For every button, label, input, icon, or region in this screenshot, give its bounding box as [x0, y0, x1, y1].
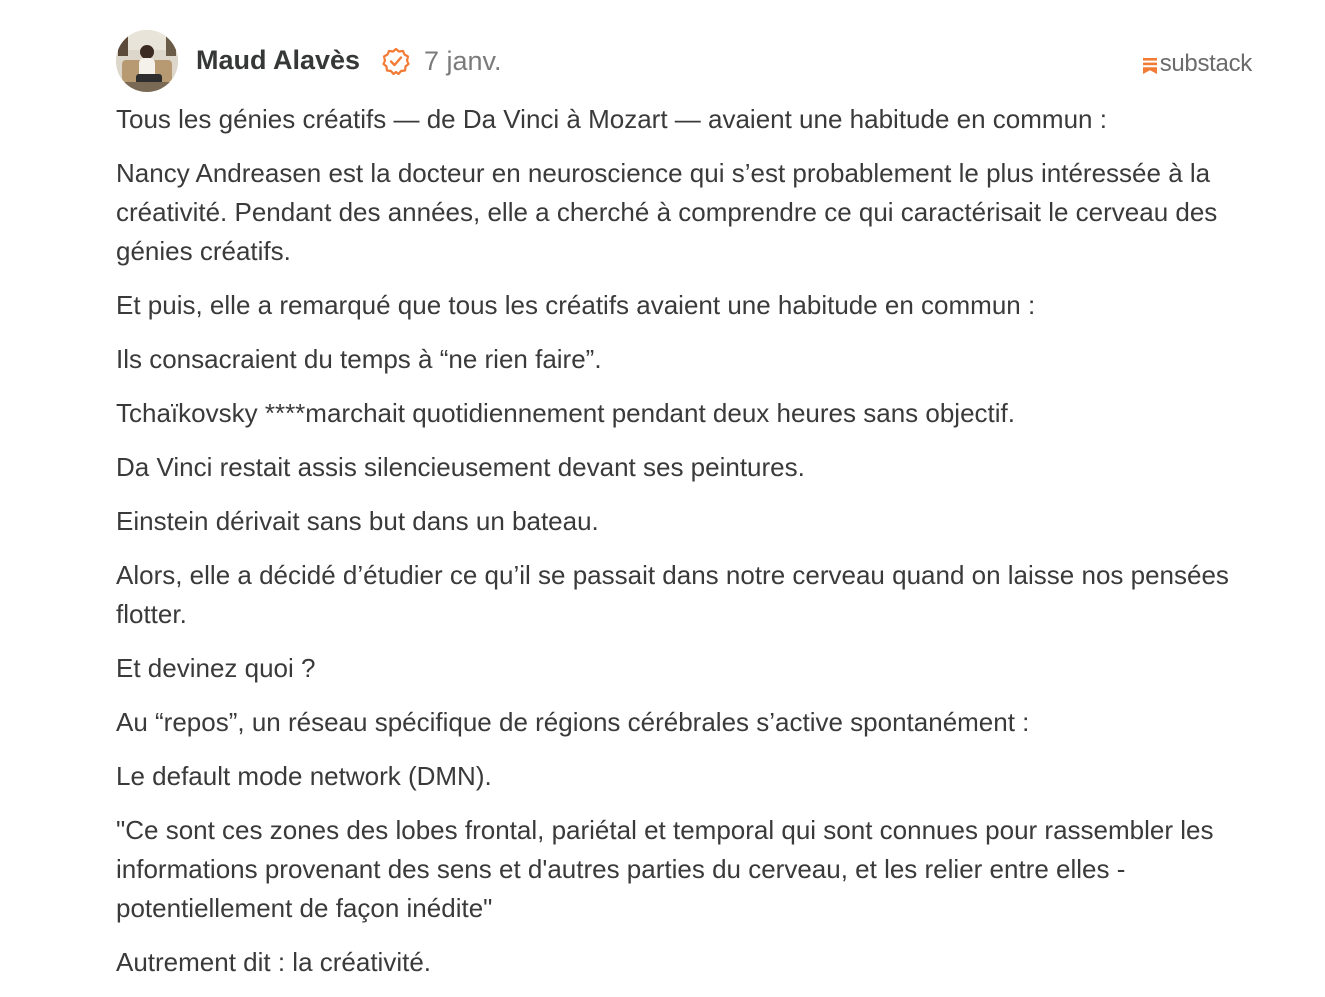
- author-name[interactable]: Maud Alavès: [196, 45, 361, 75]
- avatar-photo-icon: [116, 30, 178, 92]
- paragraph: Tous les génies créatifs — de Da Vinci à Mozart — avaient une habitude en commun :: [116, 104, 1107, 134]
- substack-logo-icon: [1143, 58, 1157, 74]
- post-body: [116, 100, 1256, 997]
- paragraph: "Ce sont ces zones des lobes frontal, pariétal et temporal qui sont connues pour rassembler les informations provenant des sens et d'autres parties du cerveau, et les relier entre elles - potentiellement de façon inédite": [116, 815, 1214, 923]
- post-header: [116, 30, 1252, 96]
- paragraph: Tchaïkovsky ****marchait quotidiennement pendant deux heures sans objectif.: [116, 398, 1015, 428]
- post-date: 7 janv.: [424, 46, 502, 76]
- platform-name: substack: [1159, 50, 1252, 77]
- substack-brand[interactable]: [1143, 50, 1252, 78]
- paragraph: Nancy Andreasen est la docteur en neuroscience qui s’est probablement le plus intéressée à la créativité. Pendant des années, elle a cherché à comprendre ce qui caractérisait le cerveau des génies créatifs.: [116, 158, 1218, 266]
- paragraph: Et puis, elle a remarqué que tous les créatifs avaient une habitude en commun :: [116, 290, 1036, 320]
- paragraph: Da Vinci restait assis silencieusement devant ses peintures.: [116, 452, 805, 482]
- paragraph: Au “repos”, un réseau spécifique de régions cérébrales s’active spontanément :: [116, 707, 1030, 737]
- paragraph: Einstein dérivait sans but dans un bateau.: [116, 506, 599, 536]
- verified-badge-icon: [382, 47, 410, 75]
- paragraph: Alors, elle a décidé d’étudier ce qu’il se passait dans notre cerveau quand on laisse nos pensées flotter.: [116, 560, 1229, 629]
- paragraph: Le default mode network (DMN).: [116, 761, 492, 791]
- paragraph: Et devinez quoi ?: [116, 653, 316, 683]
- paragraph: Autrement dit : la créativité.: [116, 947, 432, 977]
- author-avatar[interactable]: [116, 30, 178, 92]
- paragraph: Ils consacraient du temps à “ne rien faire”.: [116, 344, 602, 374]
